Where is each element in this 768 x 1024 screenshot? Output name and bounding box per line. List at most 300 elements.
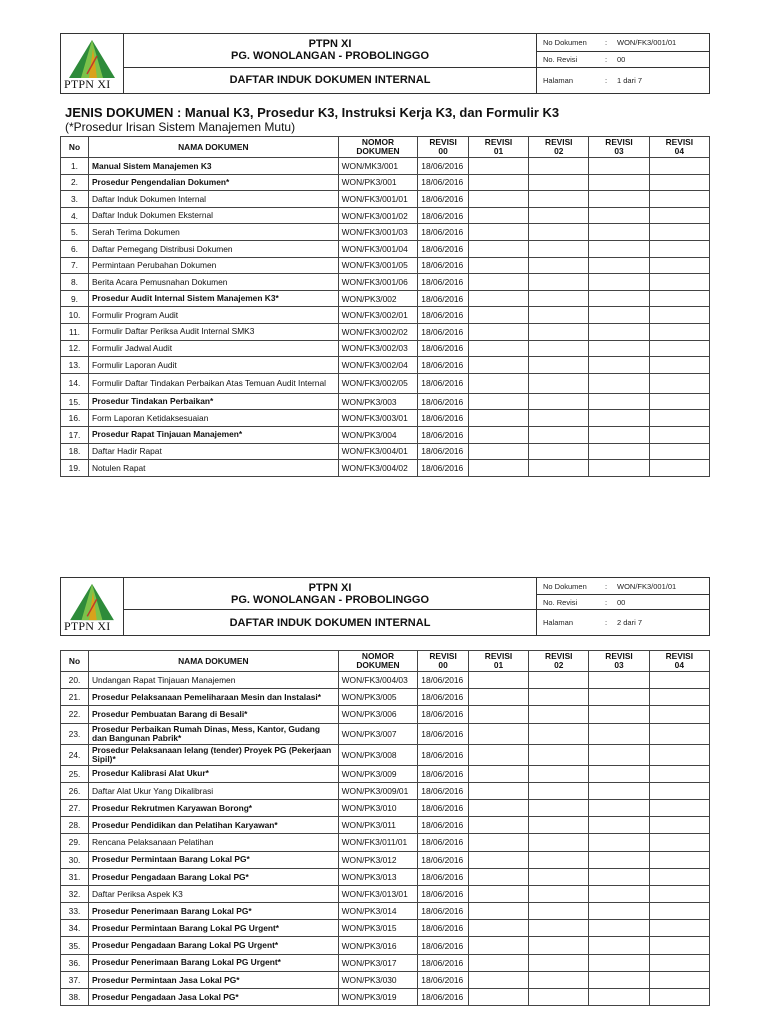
row-number: 16. — [61, 410, 89, 427]
row-number: 27. — [61, 799, 89, 816]
row-number: 28. — [61, 817, 89, 834]
row-document-number: WON/PK3/011 — [338, 817, 418, 834]
row-document-name: Daftar Hadir Rapat — [88, 443, 338, 460]
table-row — [61, 443, 710, 460]
meta-halaman: Halaman : 1 dari 7 — [537, 67, 710, 93]
row-number: 34. — [61, 920, 89, 937]
row-number: 25. — [61, 765, 89, 782]
row-revisi-02 — [529, 885, 589, 902]
col-rev02: REVISI 02 — [529, 651, 589, 672]
row-revisi-01 — [468, 307, 528, 324]
row-document-number: WON/FK3/002/02 — [338, 323, 418, 340]
row-revisi-04 — [649, 868, 709, 885]
col-no: No — [61, 651, 89, 672]
row-revisi-00: 18/06/2016 — [418, 307, 469, 324]
row-revisi-01 — [468, 834, 528, 851]
row-document-name: Serah Terima Dokumen — [88, 224, 338, 241]
row-revisi-01 — [468, 920, 528, 937]
table-row — [61, 744, 710, 765]
row-revisi-04 — [649, 323, 709, 340]
row-document-number: WON/PK3/007 — [338, 723, 418, 744]
row-revisi-04 — [649, 191, 709, 208]
row-revisi-02 — [529, 954, 589, 971]
row-revisi-03 — [589, 373, 649, 393]
row-document-number: WON/PK3/015 — [338, 920, 418, 937]
table-row — [61, 937, 710, 954]
col-nomor: NOMOR DOKUMEN — [338, 651, 418, 672]
row-revisi-03 — [589, 903, 649, 920]
row-revisi-02 — [529, 307, 589, 324]
table-row — [61, 868, 710, 885]
row-revisi-00: 18/06/2016 — [418, 672, 469, 689]
table-row — [61, 373, 710, 393]
row-revisi-01 — [468, 851, 528, 868]
row-document-name: Daftar Alat Ukur Yang Dikalibrasi — [88, 782, 338, 799]
row-revisi-03 — [589, 834, 649, 851]
row-revisi-01 — [468, 290, 528, 307]
row-document-number: WON/PK3/010 — [338, 799, 418, 816]
row-revisi-01 — [468, 426, 528, 443]
row-document-number: WON/FK3/002/05 — [338, 373, 418, 393]
row-revisi-00: 18/06/2016 — [418, 989, 469, 1006]
row-document-number: WON/FK3/002/03 — [338, 340, 418, 357]
row-number: 29. — [61, 834, 89, 851]
table-row — [61, 851, 710, 868]
table-row — [61, 207, 710, 224]
row-number: 19. — [61, 460, 89, 477]
row-revisi-00: 18/06/2016 — [418, 393, 469, 410]
table-row — [61, 903, 710, 920]
table-row — [61, 340, 710, 357]
row-revisi-00: 18/06/2016 — [418, 323, 469, 340]
row-number: 31. — [61, 868, 89, 885]
row-document-name: Prosedur Permintaan Jasa Lokal PG* — [88, 971, 338, 988]
company-logo — [61, 34, 124, 94]
row-document-number: WON/FK3/004/01 — [338, 443, 418, 460]
row-revisi-04 — [649, 851, 709, 868]
row-revisi-01 — [468, 817, 528, 834]
row-revisi-01 — [468, 274, 528, 291]
row-revisi-04 — [649, 799, 709, 816]
table-row — [61, 290, 710, 307]
row-revisi-02 — [529, 723, 589, 744]
row-revisi-02 — [529, 290, 589, 307]
jenis-dokumen-subtitle: (*Prosedur Irisan Sistem Manajemen Mutu) — [65, 120, 296, 134]
row-document-number: WON/PK3/019 — [338, 989, 418, 1006]
row-revisi-02 — [529, 834, 589, 851]
row-document-name: Prosedur Pengadaan Barang Lokal PG* — [88, 868, 338, 885]
row-number: 6. — [61, 240, 89, 257]
table-row — [61, 989, 710, 1006]
row-revisi-01 — [468, 257, 528, 274]
row-revisi-01 — [468, 207, 528, 224]
row-revisi-03 — [589, 307, 649, 324]
row-document-number: WON/FK3/004/02 — [338, 460, 418, 477]
row-revisi-02 — [529, 868, 589, 885]
row-revisi-01 — [468, 937, 528, 954]
row-document-number: WON/FK3/001/04 — [338, 240, 418, 257]
table-row — [61, 393, 710, 410]
row-revisi-04 — [649, 340, 709, 357]
row-revisi-04 — [649, 765, 709, 782]
row-revisi-04 — [649, 158, 709, 175]
row-revisi-01 — [468, 191, 528, 208]
row-number: 33. — [61, 903, 89, 920]
row-revisi-04 — [649, 410, 709, 427]
row-document-number: WON/PK3/012 — [338, 851, 418, 868]
row-revisi-03 — [589, 706, 649, 723]
row-document-name: Formulir Daftar Periksa Audit Internal SMK3 — [88, 323, 338, 340]
row-revisi-01 — [468, 744, 528, 765]
table-row — [61, 954, 710, 971]
row-revisi-00: 18/06/2016 — [418, 885, 469, 902]
row-document-number: WON/PK3/005 — [338, 689, 418, 706]
row-revisi-00: 18/06/2016 — [418, 426, 469, 443]
row-revisi-02 — [529, 971, 589, 988]
table-row — [61, 723, 710, 744]
row-revisi-03 — [589, 868, 649, 885]
row-revisi-00: 18/06/2016 — [418, 689, 469, 706]
row-revisi-02 — [529, 426, 589, 443]
row-revisi-00: 18/06/2016 — [418, 443, 469, 460]
doc-title: DAFTAR INDUK DOKUMEN INTERNAL — [124, 67, 537, 93]
row-document-name: Undangan Rapat Tinjauan Manajemen — [88, 672, 338, 689]
row-revisi-03 — [589, 723, 649, 744]
row-document-number: WON/PK3/001 — [338, 174, 418, 191]
row-number: 5. — [61, 224, 89, 241]
row-revisi-00: 18/06/2016 — [418, 706, 469, 723]
row-revisi-03 — [589, 885, 649, 902]
row-number: 18. — [61, 443, 89, 460]
row-revisi-03 — [589, 274, 649, 291]
row-revisi-04 — [649, 937, 709, 954]
row-document-name: Formulir Program Audit — [88, 307, 338, 324]
row-revisi-00: 18/06/2016 — [418, 191, 469, 208]
row-document-name: Prosedur Kalibrasi Alat Ukur* — [88, 765, 338, 782]
row-revisi-01 — [468, 158, 528, 175]
row-revisi-01 — [468, 224, 528, 241]
row-number: 1. — [61, 158, 89, 175]
row-document-number: WON/PK3/016 — [338, 937, 418, 954]
row-revisi-00: 18/06/2016 — [418, 207, 469, 224]
row-number: 9. — [61, 290, 89, 307]
row-number: 7. — [61, 257, 89, 274]
row-document-name: Prosedur Pembuatan Barang di Besali* — [88, 706, 338, 723]
row-revisi-01 — [468, 954, 528, 971]
row-revisi-03 — [589, 357, 649, 374]
row-revisi-02 — [529, 672, 589, 689]
row-revisi-04 — [649, 744, 709, 765]
row-revisi-02 — [529, 765, 589, 782]
company-name: PTPN XI — [308, 38, 352, 51]
row-revisi-02 — [529, 989, 589, 1006]
row-document-number: WON/MK3/001 — [338, 158, 418, 175]
row-revisi-01 — [468, 340, 528, 357]
row-revisi-02 — [529, 851, 589, 868]
row-revisi-02 — [529, 937, 589, 954]
row-revisi-00: 18/06/2016 — [418, 920, 469, 937]
table-row — [61, 257, 710, 274]
row-revisi-02 — [529, 443, 589, 460]
row-revisi-03 — [589, 799, 649, 816]
row-revisi-00: 18/06/2016 — [418, 937, 469, 954]
table-row — [61, 307, 710, 324]
row-revisi-03 — [589, 920, 649, 937]
row-revisi-04 — [649, 393, 709, 410]
row-document-name: Rencana Pelaksanaan Pelatihan — [88, 834, 338, 851]
row-revisi-03 — [589, 426, 649, 443]
row-revisi-04 — [649, 689, 709, 706]
table-row — [61, 460, 710, 477]
row-document-number: WON/FK3/011/01 — [338, 834, 418, 851]
row-revisi-00: 18/06/2016 — [418, 373, 469, 393]
row-document-name: Prosedur Rekrutmen Karyawan Borong* — [88, 799, 338, 816]
row-document-name: Prosedur Permintaan Barang Lokal PG Urgent* — [88, 920, 338, 937]
row-number: 2. — [61, 174, 89, 191]
col-rev04: REVISI 04 — [649, 651, 709, 672]
row-revisi-03 — [589, 851, 649, 868]
row-document-number: WON/PK3/003 — [338, 393, 418, 410]
row-number: 4. — [61, 207, 89, 224]
row-number: 8. — [61, 274, 89, 291]
row-number: 24. — [61, 744, 89, 765]
row-revisi-02 — [529, 782, 589, 799]
plant-name: PG. WONOLANGAN - PROBOLINGGO — [231, 593, 429, 606]
row-document-number: WON/PK3/017 — [338, 954, 418, 971]
row-revisi-02 — [529, 191, 589, 208]
row-document-number: WON/PK3/009 — [338, 765, 418, 782]
row-number: 20. — [61, 672, 89, 689]
row-document-number: WON/PK3/004 — [338, 426, 418, 443]
row-revisi-03 — [589, 240, 649, 257]
row-document-name: Prosedur Penerimaan Barang Lokal PG* — [88, 903, 338, 920]
table-header-row — [61, 651, 710, 672]
col-rev00: REVISI 00 — [418, 651, 469, 672]
row-revisi-03 — [589, 191, 649, 208]
row-document-name: Prosedur Pengadaan Jasa Lokal PG* — [88, 989, 338, 1006]
row-document-name: Daftar Periksa Aspek K3 — [88, 885, 338, 902]
table-row — [61, 274, 710, 291]
table-row — [61, 920, 710, 937]
row-document-number: WON/PK3/008 — [338, 744, 418, 765]
row-number: 30. — [61, 851, 89, 868]
row-number: 14. — [61, 373, 89, 393]
row-document-number: WON/PK3/013 — [338, 868, 418, 885]
row-revisi-00: 18/06/2016 — [418, 174, 469, 191]
row-revisi-01 — [468, 240, 528, 257]
row-document-name: Permintaan Perubahan Dokumen — [88, 257, 338, 274]
row-revisi-02 — [529, 257, 589, 274]
row-document-number: WON/PK3/009/01 — [338, 782, 418, 799]
row-number: 3. — [61, 191, 89, 208]
row-revisi-04 — [649, 782, 709, 799]
row-revisi-01 — [468, 323, 528, 340]
row-revisi-03 — [589, 410, 649, 427]
row-document-name: Prosedur Tindakan Perbaikan* — [88, 393, 338, 410]
row-number: 11. — [61, 323, 89, 340]
row-document-name: Prosedur Audit Internal Sistem Manajemen K3* — [88, 290, 338, 307]
header-company-block — [124, 34, 537, 68]
row-revisi-00: 18/06/2016 — [418, 851, 469, 868]
row-document-name: Prosedur Penerimaan Barang Lokal PG Urgent* — [88, 954, 338, 971]
row-revisi-00: 18/06/2016 — [418, 782, 469, 799]
row-document-name: Prosedur Perbaikan Rumah Dinas, Mess, Kantor, Gudang dan Bangunan Pabrik* — [88, 723, 338, 744]
table-row — [61, 158, 710, 175]
row-revisi-04 — [649, 817, 709, 834]
row-revisi-03 — [589, 971, 649, 988]
table-body-2 — [61, 672, 710, 1006]
row-revisi-00: 18/06/2016 — [418, 723, 469, 744]
row-revisi-01 — [468, 443, 528, 460]
row-document-number: WON/FK3/003/01 — [338, 410, 418, 427]
col-nomor: NOMOR DOKUMEN — [338, 137, 418, 158]
table-row — [61, 689, 710, 706]
company-name: PTPN XI — [308, 581, 352, 594]
row-revisi-02 — [529, 207, 589, 224]
row-document-name: Manual Sistem Manajemen K3 — [88, 158, 338, 175]
table-row — [61, 191, 710, 208]
col-rev01: REVISI 01 — [468, 651, 528, 672]
row-document-number: WON/FK3/002/01 — [338, 307, 418, 324]
row-revisi-02 — [529, 373, 589, 393]
row-revisi-01 — [468, 357, 528, 374]
row-revisi-03 — [589, 460, 649, 477]
row-revisi-00: 18/06/2016 — [418, 817, 469, 834]
row-revisi-00: 18/06/2016 — [418, 340, 469, 357]
row-revisi-03 — [589, 954, 649, 971]
row-revisi-00: 18/06/2016 — [418, 868, 469, 885]
row-document-name: Formulir Daftar Tindakan Perbaikan Atas Temuan Audit Internal — [88, 373, 338, 393]
row-document-number: WON/PK3/002 — [338, 290, 418, 307]
company-logo — [61, 578, 124, 636]
row-revisi-00: 18/06/2016 — [418, 954, 469, 971]
row-revisi-03 — [589, 290, 649, 307]
row-revisi-04 — [649, 373, 709, 393]
row-revisi-02 — [529, 903, 589, 920]
row-revisi-03 — [589, 672, 649, 689]
row-revisi-02 — [529, 174, 589, 191]
row-revisi-04 — [649, 426, 709, 443]
row-revisi-02 — [529, 357, 589, 374]
table-row — [61, 672, 710, 689]
row-revisi-02 — [529, 706, 589, 723]
row-revisi-04 — [649, 207, 709, 224]
row-document-name: Prosedur Rapat Tinjauan Manajemen* — [88, 426, 338, 443]
table-row — [61, 357, 710, 374]
row-revisi-03 — [589, 207, 649, 224]
table-row — [61, 885, 710, 902]
row-number: 36. — [61, 954, 89, 971]
row-document-name: Notulen Rapat — [88, 460, 338, 477]
row-revisi-01 — [468, 393, 528, 410]
table-row — [61, 782, 710, 799]
row-revisi-03 — [589, 323, 649, 340]
row-revisi-02 — [529, 240, 589, 257]
row-revisi-04 — [649, 224, 709, 241]
row-revisi-01 — [468, 410, 528, 427]
row-number: 21. — [61, 689, 89, 706]
row-revisi-00: 18/06/2016 — [418, 274, 469, 291]
row-document-number: WON/FK3/013/01 — [338, 885, 418, 902]
row-revisi-01 — [468, 868, 528, 885]
row-revisi-00: 18/06/2016 — [418, 903, 469, 920]
row-document-name: Prosedur Pelaksanaan lelang (tender) Proyek PG (Pekerjaan Sipil)* — [88, 744, 338, 765]
row-revisi-00: 18/06/2016 — [418, 971, 469, 988]
meta-no-revisi: No. Revisi : 00 — [537, 595, 710, 610]
row-document-number: WON/FK3/001/03 — [338, 224, 418, 241]
meta-no-dokumen: No Dokumen : WON/FK3/001/01 — [537, 34, 710, 52]
row-revisi-01 — [468, 903, 528, 920]
row-revisi-03 — [589, 782, 649, 799]
row-document-name: Berita Acara Pemusnahan Dokumen — [88, 274, 338, 291]
table-row — [61, 240, 710, 257]
row-revisi-03 — [589, 765, 649, 782]
row-revisi-02 — [529, 689, 589, 706]
row-number: 38. — [61, 989, 89, 1006]
logo-text: PTPN XI — [64, 77, 111, 91]
row-revisi-02 — [529, 224, 589, 241]
row-revisi-02 — [529, 817, 589, 834]
row-revisi-02 — [529, 274, 589, 291]
row-revisi-00: 18/06/2016 — [418, 224, 469, 241]
row-revisi-00: 18/06/2016 — [418, 240, 469, 257]
row-number: 17. — [61, 426, 89, 443]
row-revisi-03 — [589, 340, 649, 357]
row-number: 13. — [61, 357, 89, 374]
row-document-number: WON/FK3/002/04 — [338, 357, 418, 374]
row-document-number: WON/FK3/001/01 — [338, 191, 418, 208]
row-number: 32. — [61, 885, 89, 902]
col-rev00: REVISI 00 — [418, 137, 469, 158]
logo-text: PTPN XI — [64, 619, 111, 633]
col-no: No — [61, 137, 89, 158]
row-revisi-04 — [649, 903, 709, 920]
row-revisi-01 — [468, 689, 528, 706]
row-revisi-02 — [529, 340, 589, 357]
document-table-1 — [60, 136, 710, 477]
row-revisi-01 — [468, 989, 528, 1006]
row-revisi-04 — [649, 723, 709, 744]
row-revisi-01 — [468, 765, 528, 782]
row-revisi-04 — [649, 443, 709, 460]
row-revisi-03 — [589, 158, 649, 175]
row-revisi-03 — [589, 257, 649, 274]
row-revisi-02 — [529, 460, 589, 477]
col-rev01: REVISI 01 — [468, 137, 528, 158]
row-revisi-02 — [529, 158, 589, 175]
row-document-number: WON/PK3/014 — [338, 903, 418, 920]
table-row — [61, 410, 710, 427]
row-revisi-00: 18/06/2016 — [418, 357, 469, 374]
row-revisi-01 — [468, 672, 528, 689]
table-row — [61, 799, 710, 816]
row-revisi-03 — [589, 689, 649, 706]
row-revisi-01 — [468, 373, 528, 393]
row-revisi-04 — [649, 954, 709, 971]
row-revisi-01 — [468, 706, 528, 723]
row-document-name: Formulir Jadwal Audit — [88, 340, 338, 357]
row-revisi-04 — [649, 357, 709, 374]
table-row — [61, 323, 710, 340]
row-revisi-00: 18/06/2016 — [418, 460, 469, 477]
header-company-block — [124, 578, 537, 610]
row-revisi-04 — [649, 885, 709, 902]
col-nama: NAMA DOKUMEN — [88, 651, 338, 672]
row-document-name: Form Laporan Ketidaksesuaian — [88, 410, 338, 427]
row-revisi-00: 18/06/2016 — [418, 158, 469, 175]
row-revisi-03 — [589, 744, 649, 765]
doc-header-1 — [60, 33, 710, 94]
